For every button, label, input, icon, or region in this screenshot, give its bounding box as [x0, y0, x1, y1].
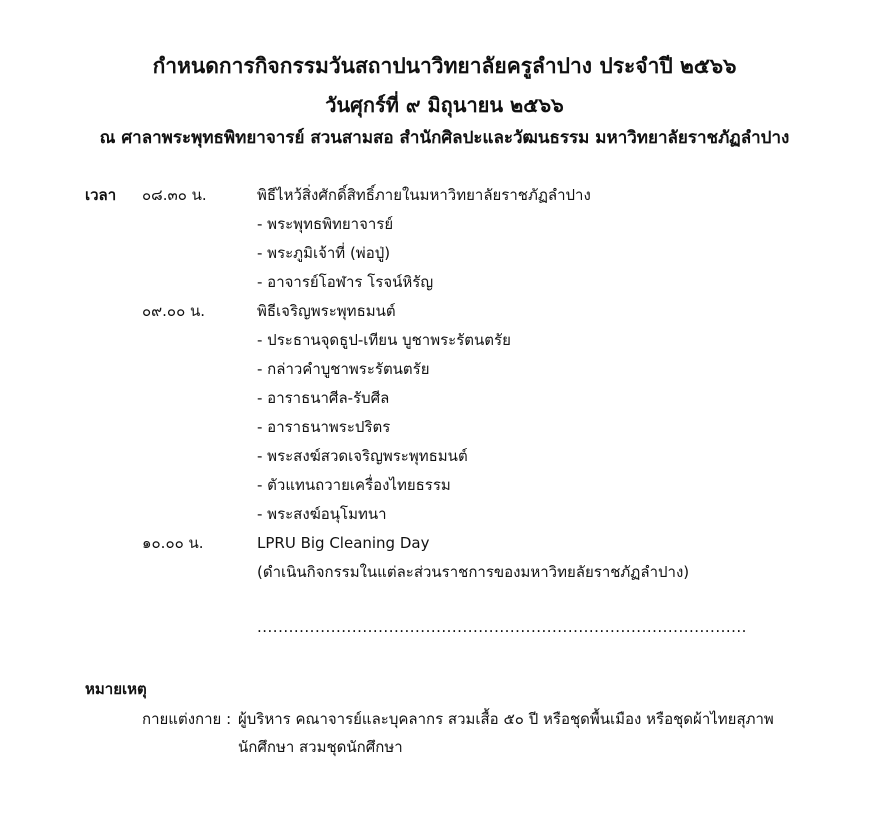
list-item: - ประธานจุดธูป-เทียน บูชาพระรัตนตรัย [257, 331, 511, 349]
schedule-title-chanting: พิธีเจริญพระพุทธมนต์ [257, 302, 396, 320]
list-item: - อาราธนาพระปริตร [257, 418, 391, 436]
dress-code-label: กายแต่งกาย : [142, 710, 232, 728]
notes-heading: หมายเหตุ [85, 680, 147, 698]
dotted-separator: ............................................................................................. [257, 618, 747, 636]
list-item: - กล่าวคำบูชาพระรัตนตรัย [257, 360, 430, 378]
list-item: - ตัวแทนถวายเครื่องไทยธรรม [257, 476, 451, 494]
event-date: วันศุกร์ที่ ๙ มิถุนายน ๒๕๖๖ [325, 93, 564, 117]
list-item: (ดำเนินกิจกรรมในแต่ละส่วนราชการของมหาวิทยลัยราชภัฏลำปาง) [257, 563, 690, 581]
list-item: - พระสงฆ์สวดเจริญพระพุทธมนต์ [257, 447, 468, 465]
schedule-title-shrine: พิธีไหว้สิ่งศักดิ์สิทธิ์ภายในมหาวิทยาลัยราชภัฏลำปาง [257, 186, 591, 204]
list-item: - อาจารย์โอฬาร โรจน์หิรัญ [257, 273, 434, 291]
schedule-title-cleaning: LPRU Big Cleaning Day [257, 534, 430, 552]
schedule-time-0900: ๐๙.๐๐ น. [142, 302, 206, 320]
schedule-time-0830: ๐๘.๓๐ น. [142, 186, 207, 204]
page-title: กำหนดการกิจกรรมวันสถาปนาวิทยาลัยครูลำปาง ประจำปี ๒๕๖๖ [152, 54, 737, 78]
schedule-time-1000: ๑๐.๐๐ น. [142, 534, 204, 552]
list-item: - พระสงฆ์อนุโมทนา [257, 505, 387, 523]
list-item: - พระพุทธพิทยาจารย์ [257, 215, 394, 233]
list-item: - พระภูมิเจ้าที่ (พ่อปู่) [257, 244, 391, 262]
event-venue: ณ ศาลาพระพุทธพิทยาจารย์ สวนสามสอ สำนักศิลปะและวัฒนธรรม มหาวิทยาลัยราชภัฏลำปาง [99, 128, 790, 148]
list-item: - อาราธนาศีล-รับศีล [257, 389, 390, 407]
dress-code-students: นักศึกษา สวมชุดนักศึกษา [238, 738, 403, 756]
dress-code-staff: ผู้บริหาร คณาจารย์และบุคลากร สวมเสื้อ ๕๐ ปี หรือชุดพื้นเมือง หรือชุดผ้าไทยสุภาพ [238, 710, 774, 728]
schedule-label: เวลา [85, 186, 117, 204]
